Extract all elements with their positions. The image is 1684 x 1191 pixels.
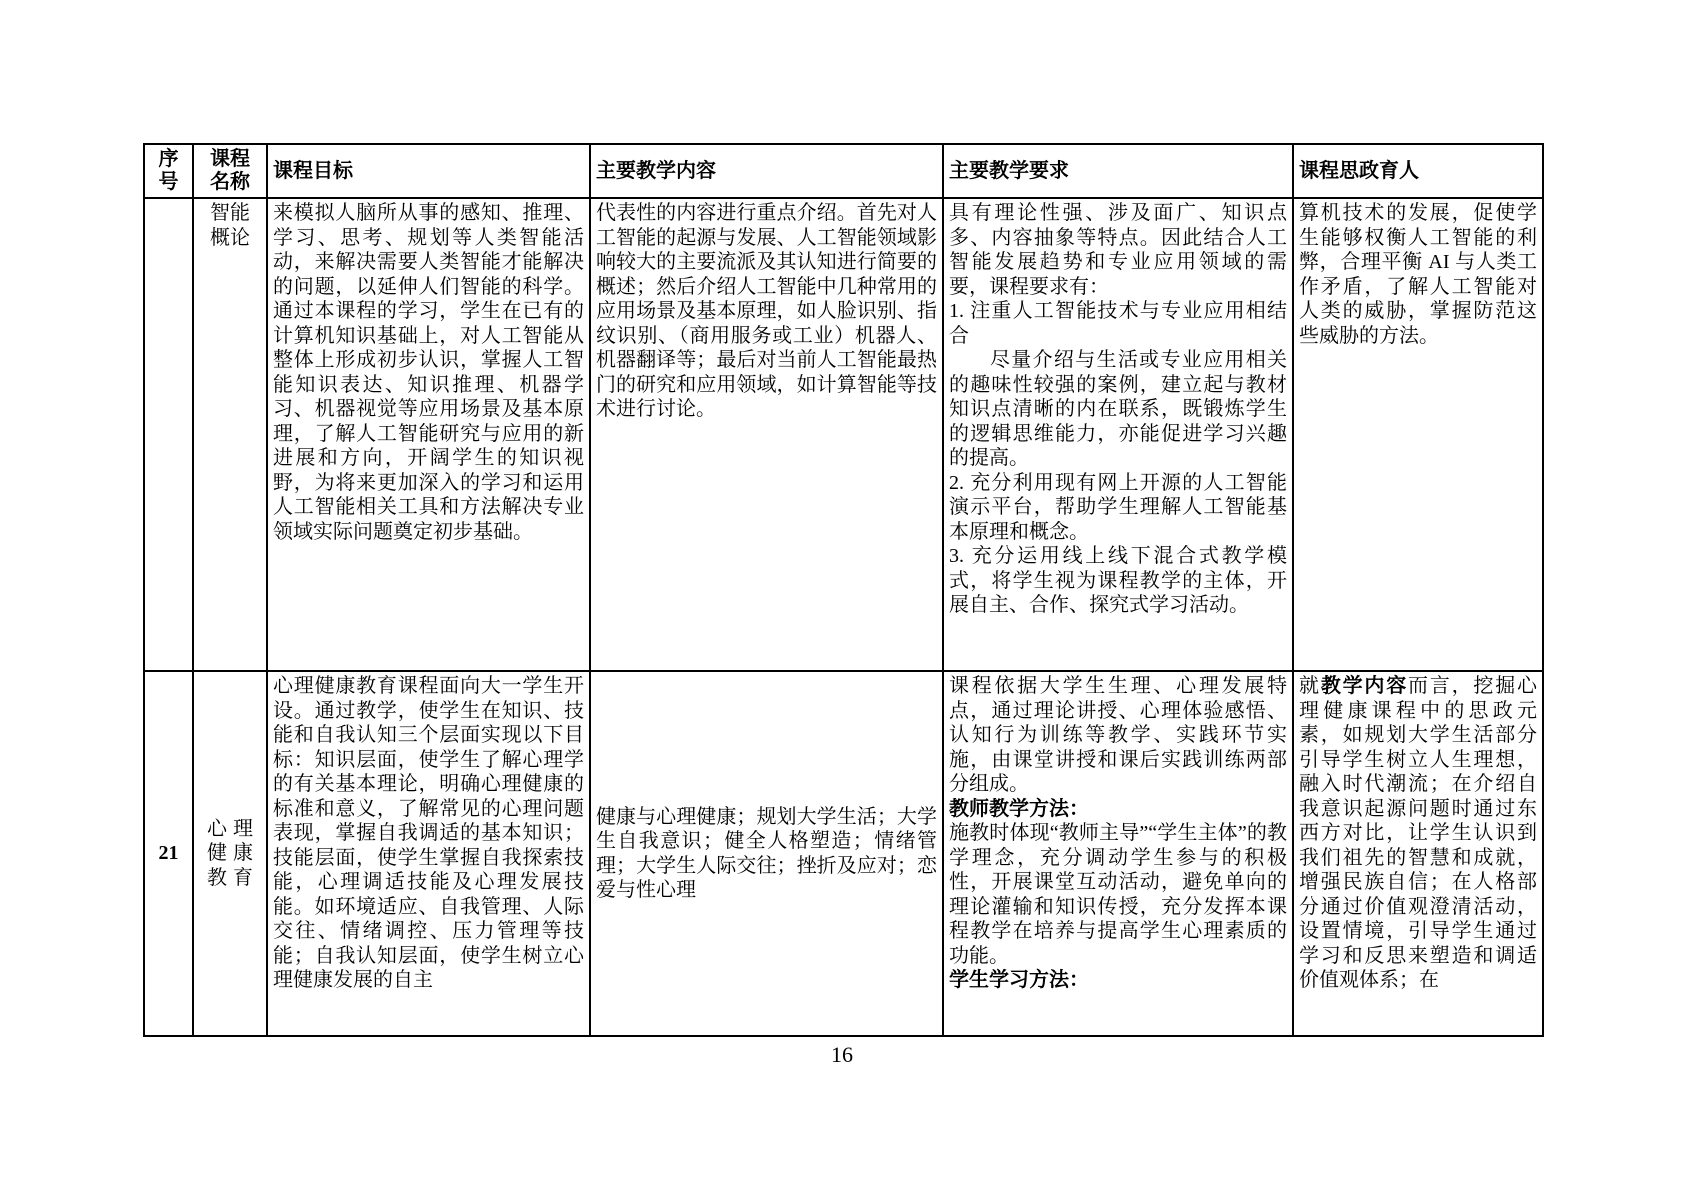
cell-teaching-content (590, 671, 943, 1036)
cell-ideology (1293, 198, 1543, 671)
cell-ideology (1293, 671, 1543, 1036)
objectives-text: 心理健康教育课程面向大一学生开设。通过教学，使学生在知识、技能和自我认知三个层面实现以下目标：知识层面，使学生了解心理学的有关基本理论，明确心理健康的标准和意义，了解常见的心理问题表现，掌握自我调适的基本知识；技能层面，使学生掌握自我探索技能，心理调适技能及心理发展技能。如环境适应、自我管理、人际交往、情绪调控、压力管理等技能；自我认知层面，使学生树立心理健康发展的自主 (273, 675, 584, 991)
course-name-line: 教育 (207, 866, 259, 889)
requirements-paragraph: 课程依据大学生生理、心理发展特点，通过理论讲授、心理体验感悟、认知行为训练等教学、实践环节实施，由课堂讲授和课后实践训练两部分组成。 (949, 675, 1287, 795)
cell-teaching-requirements (943, 671, 1293, 1036)
col-header-no: 序号 (144, 144, 193, 198)
ideology-text: 算机技术的发展，促使学生能够权衡人工智能的利弊，合理平衡 AI 与人类工作矛盾，了解人工智能对人类的威胁，掌握防范这些威胁的方法。 (1299, 202, 1537, 347)
cell-objectives (267, 198, 590, 671)
requirements-paragraph: 尽量介绍与生活或专业应用相关的趣味性较强的案例，建立起与教材知识点清晰的内在联系，既锻炼学生的逻辑思维能力，亦能促进学习兴趣的提高。 (949, 349, 1287, 469)
course-name-line: 智能 (210, 202, 250, 224)
course-plan-table (143, 143, 1544, 1037)
col-header-requirements: 主要教学要求 (943, 144, 1293, 198)
table-header-row (144, 144, 1543, 198)
objectives-text: 来模拟人脑所从事的感知、推理、学习、思考、规划等人类智能活动，来解决需要人类智能才能解决的问题，以延伸人们智能的科学。通过本课程的学习，学生在已有的计算机知识基础上，对人工智能从整体上形成初步认识，掌握人工智能知识表达、知识推理、机器学习、机器视觉等应用场景及基本原理，了解人工智能研究与应用的新进展和方向，开阔学生的知识视野，为将来更加深入的学习和运用人工智能相关工具和方法解决专业领域实际问题奠定初步基础。 (273, 202, 584, 543)
cell-teaching-content (590, 198, 943, 671)
ideology-text (1299, 674, 1537, 993)
ideology-segment: 就 (1299, 675, 1321, 697)
col-header-content: 主要教学内容 (590, 144, 943, 198)
page-number: 16 (831, 1042, 853, 1067)
col-header-objectives: 课程目标 (267, 144, 590, 198)
course-name-line: 健康 (207, 842, 259, 865)
requirements-paragraph: 施教时体现“教师主导”“学生主体”的教学理念，充分调动学生参与的积极性，开展课堂互动活动，避免单向的理论灌输和知识传授，充分发挥本课程教学在培养与提高学生心理素质的功能。 (949, 822, 1287, 967)
cell-no: 21 (144, 671, 193, 1036)
student-method-heading: 学生学习方法： (949, 969, 1089, 991)
content-text: 健康与心理健康；规划大学生活；大学生自我意识；健全人格塑造；情绪管理；大学生人际交往；挫折及应对；恋爱与性心理 (596, 805, 937, 901)
ideology-segment: 而言，挖掘心理健康课程中的思政元素，如规划大学生活部分引导学生树立人生理想，融入时代潮流；在介绍自我意识起源问题时通过东西方对比，让学生认识到我们祖先的智慧和成就，增强民族自信；在人格部分通过价值观澄清活动，设置情境，引导学生通过学习和反思来塑造和调适价值观体系；在 (1299, 675, 1538, 991)
course-name-line: 概论 (210, 226, 250, 249)
cell-no-empty (144, 198, 193, 671)
cell-course-name (193, 198, 267, 671)
requirements-paragraph: 3. 充分运用线上线下混合式教学模式，将学生视为课程教学的主体，开展自主、合作、探究式学习活动。 (949, 545, 1287, 616)
requirements-paragraph: 具有理论性强、涉及面广、知识点多、内容抽象等特点。因此结合人工智能发展趋势和专业应用领域的需要，课程要求有： (949, 202, 1287, 298)
course-name-line: 心理 (207, 817, 259, 840)
table-row-ai-intro (144, 198, 1543, 671)
col-header-ideology: 课程思政育人 (1293, 144, 1543, 198)
cell-objectives (267, 671, 590, 1036)
cell-teaching-requirements (943, 198, 1293, 671)
col-header-course-name: 课程名称 (193, 144, 267, 198)
content-text: 代表性的内容进行重点介绍。首先对人工智能的起源与发展、人工智能领域影响较大的主要流派及其认知进行简要的概述；然后介绍人工智能中几种常用的应用场景及基本原理，如人脸识别、指纹识别、（商用服务或工业）机器人、机器翻译等；最后对当前人工智能最热门的研究和应用领域，如计算智能等技术进行讨论。 (596, 202, 937, 420)
teacher-method-heading: 教师教学方法： (949, 797, 1089, 820)
table-row-21 (144, 671, 1543, 1036)
ideology-bold-segment: 教学内容 (1320, 675, 1409, 697)
cell-course-name (193, 671, 267, 1036)
requirements-paragraph: 1. 注重人工智能技术与专业应用相结合 (949, 300, 1287, 347)
requirements-paragraph: 2. 充分利用现有网上开源的人工智能演示平台，帮助学生理解人工智能基本原理和概念。 (949, 471, 1287, 543)
